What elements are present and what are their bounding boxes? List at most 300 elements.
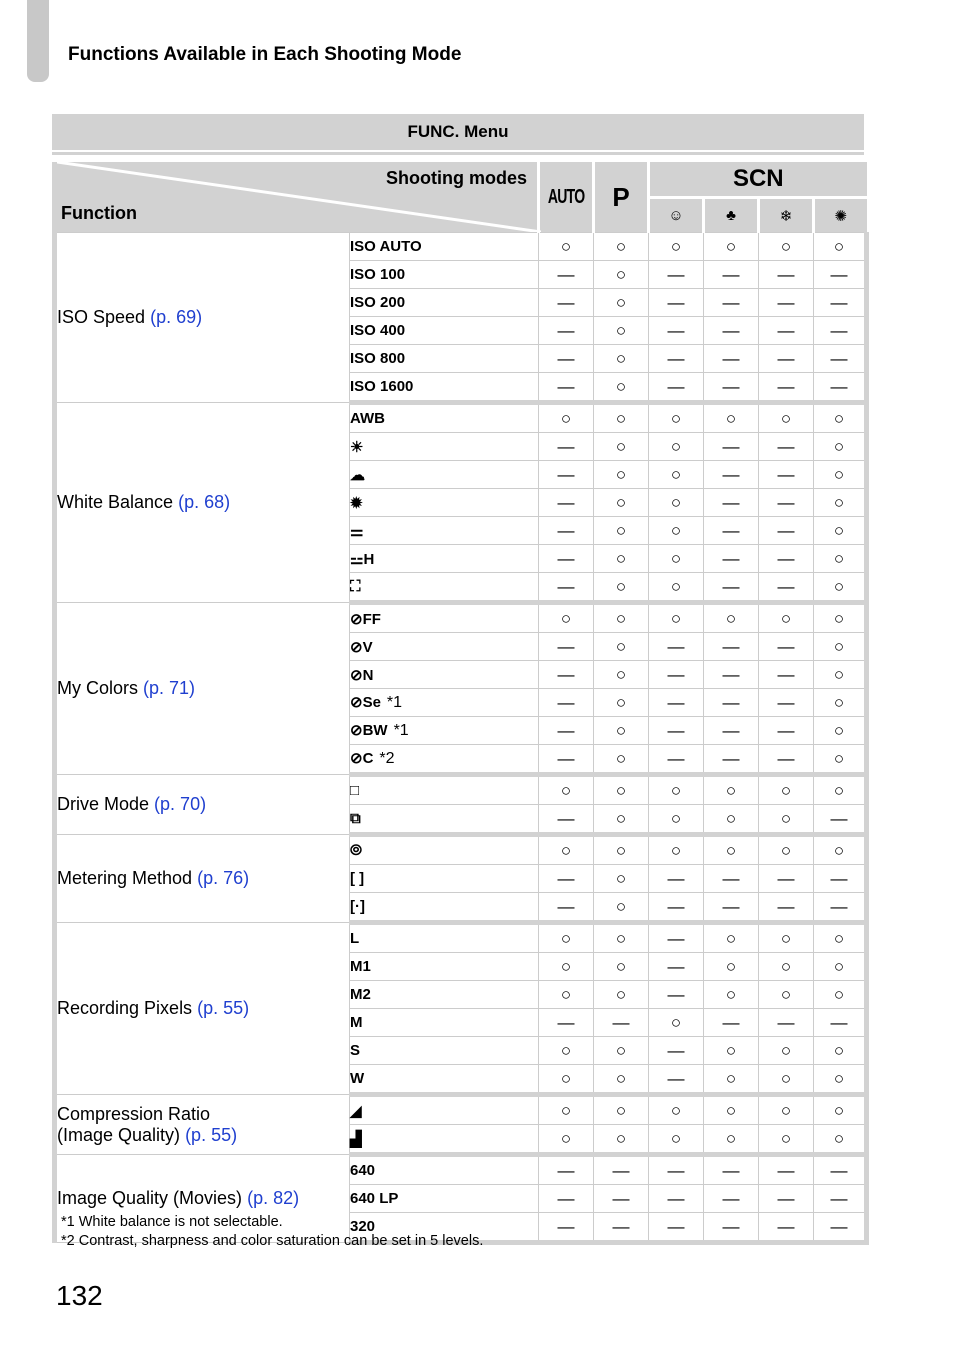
function-name: Metering Method (57, 868, 193, 888)
shooting-modes-label: Shooting modes (386, 168, 527, 188)
availability-cell: — (704, 317, 759, 345)
availability-cell: — (814, 805, 867, 835)
table-row (55, 403, 867, 433)
setting-icon-cell (350, 289, 539, 317)
availability-cell: — (539, 1185, 594, 1213)
availability-cell: ○ (594, 835, 649, 865)
availability-cell: — (759, 745, 814, 775)
function-name-cell (55, 603, 350, 775)
availability-cell: — (649, 289, 704, 317)
availability-cell: ○ (649, 1095, 704, 1125)
availability-cell: ○ (814, 1065, 867, 1095)
availability-cell: — (759, 1185, 814, 1213)
setting-icon: ⦾ (350, 842, 363, 859)
availability-cell: ○ (594, 923, 649, 953)
availability-cell: ○ (704, 835, 759, 865)
availability-cell: ○ (759, 923, 814, 953)
setting-icon-cell (350, 573, 539, 603)
availability-cell: — (814, 893, 867, 923)
availability-cell: — (704, 717, 759, 745)
availability-cell: ○ (814, 1037, 867, 1065)
availability-cell: ○ (594, 233, 649, 261)
availability-cell: ○ (814, 835, 867, 865)
availability-cell: ○ (594, 289, 649, 317)
availability-cell: — (539, 373, 594, 403)
availability-cell: — (759, 689, 814, 717)
availability-cell: ○ (594, 573, 649, 603)
p-mode-icon: P (612, 181, 630, 212)
setting-icon-cell (350, 981, 539, 1009)
setting-icon: ✹ (350, 494, 363, 512)
availability-cell: ○ (759, 835, 814, 865)
availability-cell: ○ (704, 1037, 759, 1065)
availability-cell: — (759, 317, 814, 345)
availability-cell: — (759, 1213, 814, 1243)
availability-cell: ○ (594, 1125, 649, 1155)
setting-icon-cell (350, 1185, 539, 1213)
availability-cell: — (759, 1009, 814, 1037)
setting-icon-cell (350, 633, 539, 661)
availability-cell: — (539, 1155, 594, 1185)
function-name: My Colors (57, 678, 139, 698)
availability-cell: — (704, 1213, 759, 1243)
page-number: 132 (56, 1280, 103, 1311)
setting-icon: ISO 100 (350, 266, 406, 283)
availability-cell: — (759, 373, 814, 403)
setting-icon-cell (350, 345, 539, 373)
page-reference-link[interactable]: (p. 68) (178, 492, 231, 512)
setting-icon: ▟ (350, 1130, 362, 1148)
availability-cell: — (814, 1009, 867, 1037)
function-name-cell (55, 923, 350, 1095)
availability-cell: ○ (704, 923, 759, 953)
setting-icon-cell (350, 433, 539, 461)
availability-cell: ○ (594, 603, 649, 633)
availability-cell: ○ (594, 261, 649, 289)
availability-cell: ○ (704, 775, 759, 805)
setting-icon-cell (350, 545, 539, 573)
setting-icon: M2 (350, 986, 371, 1003)
availability-cell: ○ (814, 489, 867, 517)
setting-icon-cell (350, 661, 539, 689)
availability-cell: ○ (704, 1095, 759, 1125)
availability-cell: — (539, 345, 594, 373)
availability-cell: — (649, 1213, 704, 1243)
table-row (55, 923, 867, 953)
function-name: Compression Ratio (57, 1103, 211, 1124)
availability-cell: ○ (814, 403, 867, 433)
setting-icon: ⊘Se (350, 694, 381, 711)
availability-cell: — (539, 1009, 594, 1037)
availability-cell: — (649, 689, 704, 717)
availability-cell: ○ (594, 461, 649, 489)
setting-icon-cell (350, 1155, 539, 1185)
setting-icon-cell (350, 717, 539, 745)
page-reference-link[interactable]: (p. 55) (197, 998, 250, 1018)
availability-cell: — (704, 573, 759, 603)
availability-cell: — (759, 289, 814, 317)
availability-cell: ○ (539, 1095, 594, 1125)
function-name-cell (55, 233, 350, 403)
availability-cell: ○ (649, 461, 704, 489)
page-reference-link[interactable]: (p. 70) (154, 794, 207, 814)
function-table (52, 162, 869, 1245)
availability-cell: — (704, 893, 759, 923)
availability-cell: ○ (594, 373, 649, 403)
availability-cell: ○ (594, 953, 649, 981)
setting-icon: ⚍H (350, 550, 375, 568)
availability-cell: ○ (594, 433, 649, 461)
availability-cell: — (759, 489, 814, 517)
setting-icon-cell (350, 1065, 539, 1095)
availability-cell: — (649, 717, 704, 745)
setting-icon-cell (350, 1037, 539, 1065)
availability-cell: ○ (759, 603, 814, 633)
availability-cell: ○ (814, 1095, 867, 1125)
availability-cell: ○ (704, 403, 759, 433)
availability-cell: ○ (594, 865, 649, 893)
availability-cell: ○ (814, 433, 867, 461)
page-reference-link[interactable]: (p. 55) (185, 1124, 238, 1145)
footnote-marker: *2 (379, 750, 395, 767)
setting-icon: ISO 400 (350, 322, 406, 339)
func-menu-header: FUNC. Menu (52, 114, 864, 150)
table-row (55, 775, 867, 805)
availability-cell: ○ (814, 923, 867, 953)
function-name: White Balance (57, 492, 174, 512)
availability-cell: ○ (759, 1125, 814, 1155)
availability-cell: ○ (539, 923, 594, 953)
availability-cell: — (649, 981, 704, 1009)
setting-icon: [·] (350, 898, 365, 915)
availability-cell: ○ (594, 661, 649, 689)
availability-cell: — (814, 1213, 867, 1243)
availability-cell: — (649, 633, 704, 661)
availability-cell: ○ (759, 805, 814, 835)
availability-cell: — (649, 745, 704, 775)
availability-cell: — (649, 345, 704, 373)
footnote-marker: *1 (393, 722, 409, 739)
availability-cell: ○ (539, 835, 594, 865)
availability-cell: — (704, 1185, 759, 1213)
availability-cell: — (759, 717, 814, 745)
availability-cell: — (704, 545, 759, 573)
availability-cell: ○ (594, 775, 649, 805)
availability-cell: — (704, 745, 759, 775)
availability-cell: — (704, 661, 759, 689)
function-name-line2: (Image Quality) (57, 1124, 181, 1145)
availability-cell: ○ (814, 981, 867, 1009)
availability-cell: — (759, 661, 814, 689)
setting-icon: [ ] (350, 870, 365, 887)
availability-cell: — (594, 1009, 649, 1037)
setting-icon: W (350, 1070, 365, 1087)
availability-cell: ○ (649, 433, 704, 461)
availability-cell: ○ (704, 233, 759, 261)
availability-cell: ○ (704, 981, 759, 1009)
setting-icon-cell (350, 373, 539, 403)
setting-icon: 640 (350, 1162, 376, 1179)
availability-cell: ○ (649, 835, 704, 865)
availability-cell: — (649, 1065, 704, 1095)
footnote-marker: *1 (386, 694, 403, 711)
availability-cell: — (814, 1185, 867, 1213)
availability-cell: ○ (759, 981, 814, 1009)
availability-cell: — (704, 345, 759, 373)
availability-cell: ○ (814, 233, 867, 261)
availability-cell: — (539, 433, 594, 461)
table-corner-header (55, 162, 539, 233)
setting-icon-cell (350, 517, 539, 545)
availability-cell: ○ (594, 745, 649, 775)
availability-cell: — (539, 865, 594, 893)
availability-cell: ○ (649, 1125, 704, 1155)
availability-cell: — (539, 717, 594, 745)
availability-cell: — (704, 1155, 759, 1185)
setting-icon: ISO 1600 (350, 378, 414, 395)
function-name: ISO Speed (57, 307, 146, 327)
availability-cell: ○ (759, 1095, 814, 1125)
availability-cell: ○ (704, 1125, 759, 1155)
footnote: *1 White balance is not selectable. (61, 1214, 283, 1230)
availability-cell: ○ (649, 775, 704, 805)
availability-cell: ○ (594, 403, 649, 433)
availability-cell: ○ (594, 1037, 649, 1065)
portrait-icon: ☺ (649, 198, 704, 233)
setting-icon-cell (350, 403, 539, 433)
setting-icon: ⊘N (350, 666, 374, 684)
availability-cell: — (539, 1213, 594, 1243)
availability-cell: — (539, 317, 594, 345)
availability-cell: — (704, 1009, 759, 1037)
availability-cell: — (539, 661, 594, 689)
availability-cell: ○ (539, 1125, 594, 1155)
availability-cell: ○ (704, 1065, 759, 1095)
availability-cell: — (814, 1155, 867, 1185)
availability-cell: ○ (759, 233, 814, 261)
auto-mode-icon: AUTO (547, 185, 585, 208)
availability-cell: — (759, 545, 814, 573)
availability-cell: ○ (539, 1037, 594, 1065)
setting-icon: AWB (350, 410, 385, 427)
availability-cell: ○ (539, 233, 594, 261)
table-row (55, 835, 867, 865)
availability-cell: — (759, 461, 814, 489)
function-name: Drive Mode (57, 794, 150, 814)
availability-cell: — (539, 461, 594, 489)
setting-icon-cell (350, 893, 539, 923)
snow-icon: ❄ (759, 198, 814, 233)
availability-cell: — (594, 1185, 649, 1213)
setting-icon: M1 (350, 958, 371, 975)
availability-cell: — (539, 805, 594, 835)
footnote: *2 Contrast, sharpness and color saturation can be set in 5 levels. (61, 1233, 484, 1249)
availability-cell: ○ (814, 633, 867, 661)
availability-cell: ○ (594, 489, 649, 517)
availability-cell: — (594, 1213, 649, 1243)
availability-cell: ○ (814, 717, 867, 745)
divider (52, 152, 864, 155)
setting-icon-cell (350, 1125, 539, 1155)
availability-cell: — (704, 633, 759, 661)
setting-icon-cell (350, 317, 539, 345)
function-name-cell (55, 403, 350, 603)
availability-cell: — (649, 923, 704, 953)
availability-cell: ○ (649, 1009, 704, 1037)
availability-cell: ○ (814, 517, 867, 545)
table-row (55, 1095, 867, 1125)
availability-cell: — (539, 517, 594, 545)
availability-cell: ○ (594, 317, 649, 345)
availability-cell: — (759, 893, 814, 923)
availability-cell: — (539, 689, 594, 717)
setting-icon-cell (350, 775, 539, 805)
setting-icon: M (350, 1014, 363, 1031)
setting-icon-cell (350, 865, 539, 893)
availability-cell: ○ (594, 981, 649, 1009)
availability-cell: — (704, 261, 759, 289)
availability-cell: ○ (704, 805, 759, 835)
availability-cell: — (649, 865, 704, 893)
availability-cell: ○ (649, 233, 704, 261)
availability-cell: ○ (594, 517, 649, 545)
availability-cell: — (649, 317, 704, 345)
availability-cell: — (759, 345, 814, 373)
availability-cell: ○ (649, 489, 704, 517)
setting-icon-cell (350, 461, 539, 489)
availability-cell: — (759, 1155, 814, 1185)
setting-icon-cell (350, 923, 539, 953)
availability-cell: — (649, 661, 704, 689)
availability-cell: ○ (649, 517, 704, 545)
foliage-icon: ♣ (704, 198, 759, 233)
availability-cell: ○ (814, 603, 867, 633)
table-row (55, 233, 867, 261)
availability-cell: ○ (704, 953, 759, 981)
setting-icon-cell (350, 603, 539, 633)
availability-cell: — (759, 261, 814, 289)
availability-cell: ○ (814, 573, 867, 603)
availability-cell: ○ (759, 1037, 814, 1065)
availability-cell: ○ (594, 717, 649, 745)
availability-cell: — (704, 517, 759, 545)
availability-cell: ○ (594, 893, 649, 923)
setting-icon: ☀ (350, 438, 364, 456)
availability-cell: — (759, 633, 814, 661)
setting-icon: ☁ (350, 466, 365, 484)
availability-cell: — (814, 345, 867, 373)
availability-cell: ○ (539, 1065, 594, 1095)
availability-cell: ○ (814, 745, 867, 775)
availability-cell: — (539, 489, 594, 517)
availability-cell: — (704, 289, 759, 317)
setting-icon: ISO 800 (350, 350, 406, 367)
page-reference-link[interactable]: (p. 76) (197, 868, 250, 888)
availability-cell: — (649, 261, 704, 289)
function-name-cell (55, 835, 350, 923)
function-name: Image Quality (Movies) (57, 1188, 243, 1208)
setting-icon-cell (350, 805, 539, 835)
availability-cell: ○ (594, 689, 649, 717)
setting-icon-cell (350, 233, 539, 261)
availability-cell: ○ (814, 461, 867, 489)
setting-icon-cell (350, 689, 539, 717)
availability-cell: — (539, 633, 594, 661)
availability-cell: ○ (649, 805, 704, 835)
table-row (55, 1155, 867, 1185)
availability-cell: ○ (594, 1065, 649, 1095)
setting-icon: 320 (350, 1218, 376, 1235)
setting-icon-cell (350, 835, 539, 865)
availability-cell: — (594, 1155, 649, 1185)
availability-cell: — (759, 865, 814, 893)
availability-cell: ○ (759, 775, 814, 805)
availability-cell: — (539, 545, 594, 573)
p-mode-header (594, 162, 649, 233)
setting-icon-cell (350, 261, 539, 289)
availability-cell: ○ (649, 573, 704, 603)
availability-cell: — (649, 1185, 704, 1213)
availability-cell: — (539, 573, 594, 603)
setting-icon: □ (350, 782, 360, 799)
setting-icon: ⊘BW (350, 722, 388, 739)
availability-cell: ○ (594, 1095, 649, 1125)
availability-cell: ○ (539, 775, 594, 805)
page-reference-link[interactable]: (p. 69) (150, 307, 203, 327)
availability-cell: ○ (539, 981, 594, 1009)
availability-cell: — (704, 489, 759, 517)
availability-cell: — (759, 433, 814, 461)
setting-icon-cell (350, 953, 539, 981)
setting-icon: ⛶ (350, 578, 361, 595)
setting-icon: S (350, 1042, 361, 1059)
availability-cell: ○ (759, 953, 814, 981)
availability-cell: ○ (814, 953, 867, 981)
availability-cell: ○ (539, 603, 594, 633)
availability-cell: — (704, 461, 759, 489)
availability-cell: — (649, 1155, 704, 1185)
availability-cell: — (539, 893, 594, 923)
footnotes (61, 1213, 483, 1251)
availability-cell: — (814, 373, 867, 403)
setting-icon: ISO 200 (350, 294, 406, 311)
auto-mode-header (539, 162, 594, 233)
function-name-cell (55, 1095, 350, 1155)
function-label: Function (61, 203, 137, 223)
setting-icon-cell (350, 1009, 539, 1037)
availability-cell: — (704, 689, 759, 717)
availability-cell: ○ (814, 689, 867, 717)
page-reference-link[interactable]: (p. 82) (247, 1188, 300, 1208)
setting-icon: L (350, 930, 360, 947)
availability-cell: ○ (814, 775, 867, 805)
availability-cell: ○ (649, 403, 704, 433)
availability-cell: — (814, 289, 867, 317)
setting-icon: ⧉ (350, 810, 361, 827)
availability-cell: ○ (704, 603, 759, 633)
availability-cell: ○ (594, 633, 649, 661)
setting-icon-cell (350, 745, 539, 775)
page-reference-link[interactable]: (p. 71) (143, 678, 196, 698)
setting-icon: 640 LP (350, 1190, 399, 1207)
availability-cell: ○ (649, 545, 704, 573)
availability-cell: ○ (539, 403, 594, 433)
chapter-tab-marker (27, 0, 49, 82)
table-row (55, 603, 867, 633)
fireworks-icon: ✺ (814, 198, 867, 233)
setting-icon: ⊘V (350, 638, 373, 656)
availability-cell: — (539, 289, 594, 317)
